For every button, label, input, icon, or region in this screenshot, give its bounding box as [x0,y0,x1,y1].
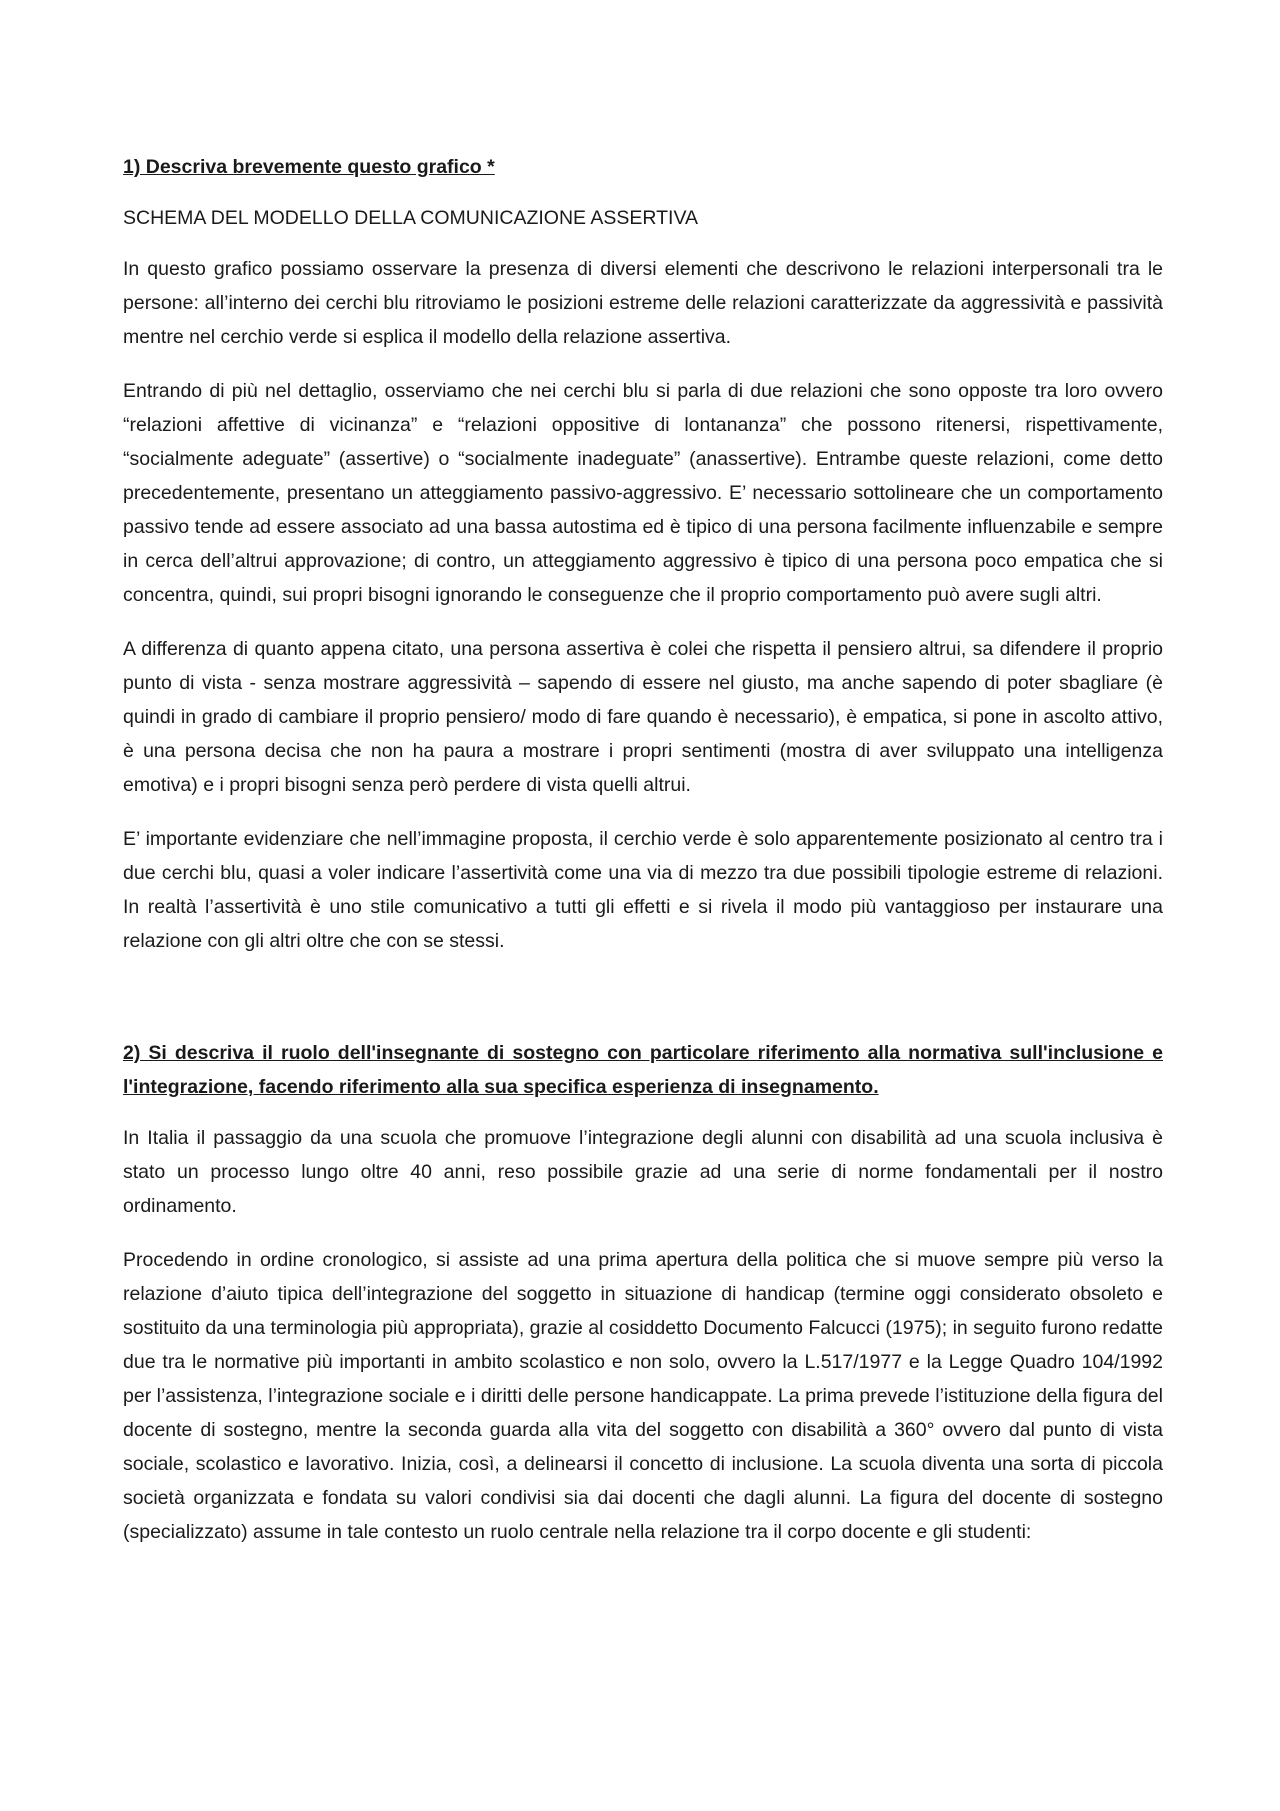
paragraph: A differenza di quanto appena citato, una persona assertiva è colei che rispetta il pensiero altrui, sa difendere il proprio punto di vista - senza mostrare aggressività – sapendo di essere nel giusto, ma anche sapendo di poter sbagliare (è quindi in grado di cambiare il proprio pensiero/ modo di fare quando è necessario), è empatica, si pone in ascolto attivo, è una persona decisa che non ha paura a mostrare i propri sentimenti (mostra di aver sviluppato una intelligenza emotiva) e i propri bisogni senza però perdere di vista quelli altrui. [123,638,1163,796]
document-body [123,150,1163,1569]
schema-title: SCHEMA DEL MODELLO DELLA COMUNICAZIONE ASSERTIVA [123,207,699,229]
paragraph: Procedendo in ordine cronologico, si assiste ad una prima apertura della politica che si muove sempre più verso la relazione d’aiuto tipica dell’integrazione del soggetto in situazione di handicap (termine oggi considerato obsoleto e sostituito da una terminologia più appropriata), grazie al cosiddetto Documento Falcucci (1975); in seguito furono redatte due tra le normative più importanti in ambito scolastico e non solo, ovvero la L.517/1977 e la Legge Quadro 104/1992 per l’assistenza, l’integrazione sociale e i diritti delle persone handicappate. La prima prevede l’istituzione della figura del docente di sostegno, mentre la seconda guarda alla vita del soggetto con disabilità a 360° ovvero dal punto di vista sociale, scolastico e lavorativo. Inizia, così, a delinearsi il concetto di inclusione. La scuola diventa una sorta di piccola società organizzata e fondata su valori condivisi sia dai docenti che dagli alunni. La figura del docente di sostegno (specializzato) assume in tale contesto un ruolo centrale nella relazione tra il corpo docente e gli studenti: [123,1249,1163,1543]
section-spacer [123,978,1163,1036]
paragraph: In questo grafico possiamo osservare la presenza di diversi elementi che descrivono le relazioni interpersonali tra le persone: all’interno dei cerchi blu ritroviamo le posizioni estreme delle relazioni caratterizzate da aggressività e passività mentre nel cerchio verde si esplica il modello della relazione assertiva. [123,258,1163,348]
paragraph: In Italia il passaggio da una scuola che promuove l’integrazione degli alunni con disabilità ad una scuola inclusiva è stato un processo lungo oltre 40 anni, reso possibile grazie ad una serie di norme fondamentali per il nostro ordinamento. [123,1127,1163,1217]
question-1-heading: 1) Descriva brevemente questo grafico * [123,156,495,178]
question-2-heading: 2) Si descriva il ruolo dell'insegnante di sostegno con particolare riferimento alla normativa sull'inclusione e l'integrazione, facendo riferimento alla sua specifica esperienza di insegnamento. [123,1042,1163,1098]
paragraph: E’ importante evidenziare che nell’immagine proposta, il cerchio verde è solo apparentemente posizionato al centro tra i due cerchi blu, quasi a voler indicare l’assertività come una via di mezzo tra due possibili tipologie estreme di relazioni. In realtà l’assertività è uno stile comunicativo a tutti gli effetti e si rivela il modo più vantaggioso per instaurare una relazione con gli altri oltre che con se stessi. [123,828,1163,952]
paragraph: Entrando di più nel dettaglio, osserviamo che nei cerchi blu si parla di due relazioni che sono opposte tra loro ovvero “relazioni affettive di vicinanza” e “relazioni oppositive di lontananza” che possono ritenersi, rispettivamente, “socialmente adeguate” (assertive) o “socialmente inadeguate” (anassertive). Entrambe queste relazioni, come detto precedentemente, presentano un atteggiamento passivo-aggressivo. E’ necessario sottolineare che un comportamento passivo tende ad essere associato ad una bassa autostima ed è tipico di una persona facilmente influenzabile e sempre in cerca dell’altrui approvazione; di contro, un atteggiamento aggressivo è tipico di una persona poco empatica che si concentra, quindi, sui propri bisogni ignorando le conseguenze che il proprio comportamento può avere sugli altri. [123,380,1163,606]
